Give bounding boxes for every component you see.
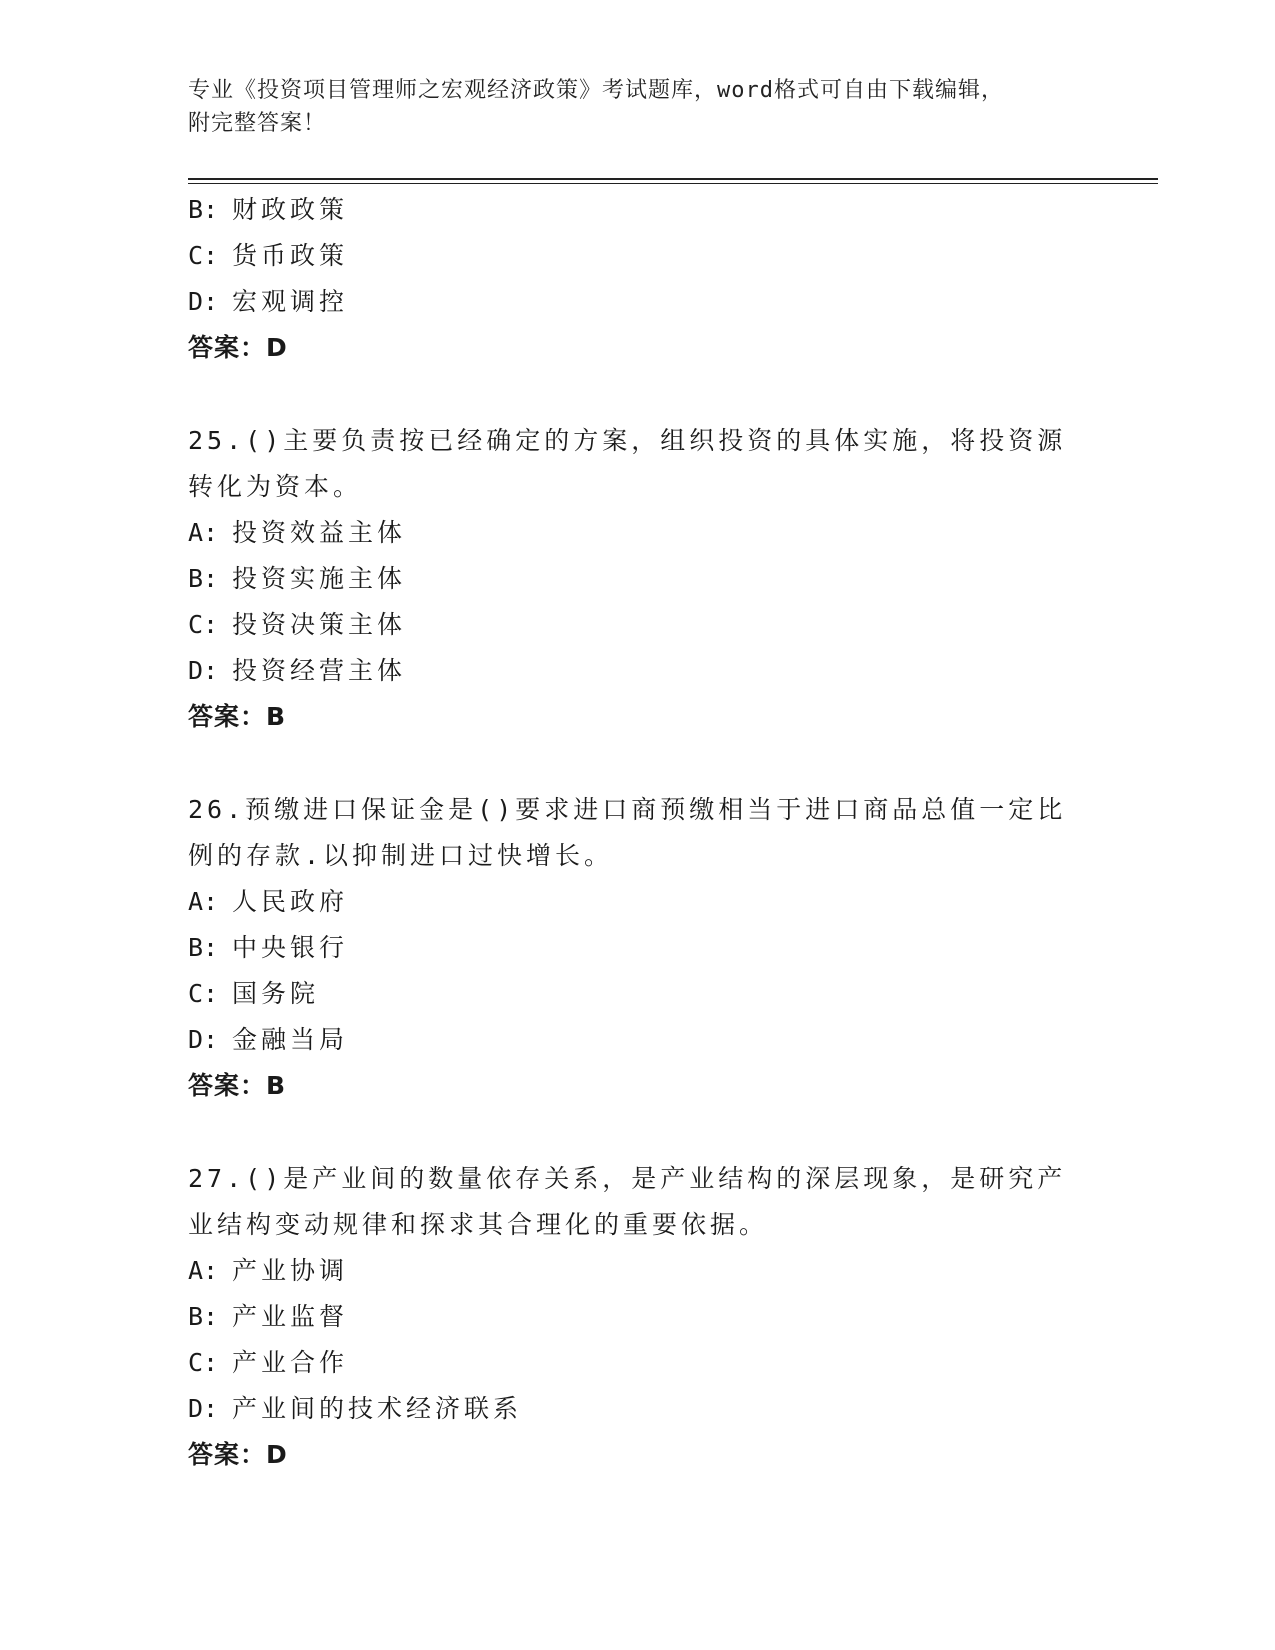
- option-a: [188, 879, 1088, 925]
- option-letter: A:: [188, 1256, 219, 1285]
- option-letter: B:: [188, 195, 219, 224]
- option-letter: D:: [188, 656, 219, 685]
- option-text: 产业监督: [232, 1302, 349, 1331]
- answer-line: 答案：B: [188, 1071, 287, 1100]
- option-b: [188, 925, 1088, 971]
- option-letter: D:: [188, 1394, 219, 1423]
- option-letter: C:: [188, 241, 219, 270]
- option-text: 产业协调: [232, 1256, 349, 1285]
- option-b: [188, 556, 1088, 602]
- option-c: [188, 602, 1088, 648]
- option-text: 人民政府: [232, 887, 349, 916]
- question-list: [188, 187, 1088, 1478]
- answer-line: 答案：D: [188, 333, 288, 362]
- option-text: 投资决策主体: [232, 610, 407, 639]
- answer-line: 答案：B: [188, 702, 287, 731]
- option-b: [188, 1294, 1088, 1340]
- option-letter: A:: [188, 887, 219, 916]
- header-divider: [188, 178, 1158, 184]
- option-text: 国务院: [232, 979, 320, 1008]
- option-text: 货币政策: [232, 241, 349, 270]
- option-text: 产业间的技术经济联系: [232, 1394, 523, 1423]
- option-letter: C:: [188, 1348, 219, 1377]
- option-letter: D:: [188, 1025, 219, 1054]
- option-letter: C:: [188, 979, 219, 1008]
- option-c: [188, 1340, 1088, 1386]
- option-text: 投资经营主体: [232, 656, 407, 685]
- option-letter: B:: [188, 1302, 219, 1331]
- option-letter: A:: [188, 518, 219, 547]
- question-stem: 27.()是产业间的数量依存关系，是产业结构的深层现象，是研究产业结构变动规律和探求其合理化的重要依据。: [188, 1164, 1067, 1239]
- option-letter: C:: [188, 610, 219, 639]
- option-d: [188, 279, 1088, 325]
- answer-line: 答案：D: [188, 1440, 288, 1469]
- option-d: [188, 1386, 1088, 1432]
- option-letter: B:: [188, 933, 219, 962]
- question-text: [188, 1156, 1088, 1248]
- option-letter: D:: [188, 287, 219, 316]
- option-text: 产业合作: [232, 1348, 349, 1377]
- option-a: [188, 510, 1088, 556]
- option-text: 投资效益主体: [232, 518, 407, 547]
- option-text: 投资实施主体: [232, 564, 407, 593]
- option-a: [188, 1248, 1088, 1294]
- option-text: 中央银行: [232, 933, 349, 962]
- question-text: [188, 418, 1088, 510]
- question-stem: 25.()主要负责按已经确定的方案，组织投资的具体实施，将投资源转化为资本。: [188, 426, 1067, 501]
- question-24-continued: [188, 187, 1088, 371]
- option-b: [188, 187, 1088, 233]
- option-text: 宏观调控: [232, 287, 349, 316]
- question-26: [188, 787, 1088, 1109]
- option-text: 金融当局: [232, 1025, 349, 1054]
- header-line-2: 附完整答案！: [188, 111, 327, 136]
- question-text: [188, 787, 1088, 879]
- question-27: [188, 1156, 1088, 1478]
- header-line-1: 专业《投资项目管理师之宏观经济政策》考试题库，word格式可自由下载编辑，: [188, 78, 1004, 103]
- option-d: [188, 1017, 1088, 1063]
- question-stem: 26.预缴进口保证金是()要求进口商预缴相当于进口商品总值一定比例的存款.以抑制进口过快增长。: [188, 795, 1067, 870]
- option-c: [188, 971, 1088, 1017]
- option-letter: B:: [188, 564, 219, 593]
- option-c: [188, 233, 1088, 279]
- document-header: [188, 74, 1088, 140]
- question-25: [188, 418, 1088, 740]
- option-text: 财政政策: [232, 195, 349, 224]
- option-d: [188, 648, 1088, 694]
